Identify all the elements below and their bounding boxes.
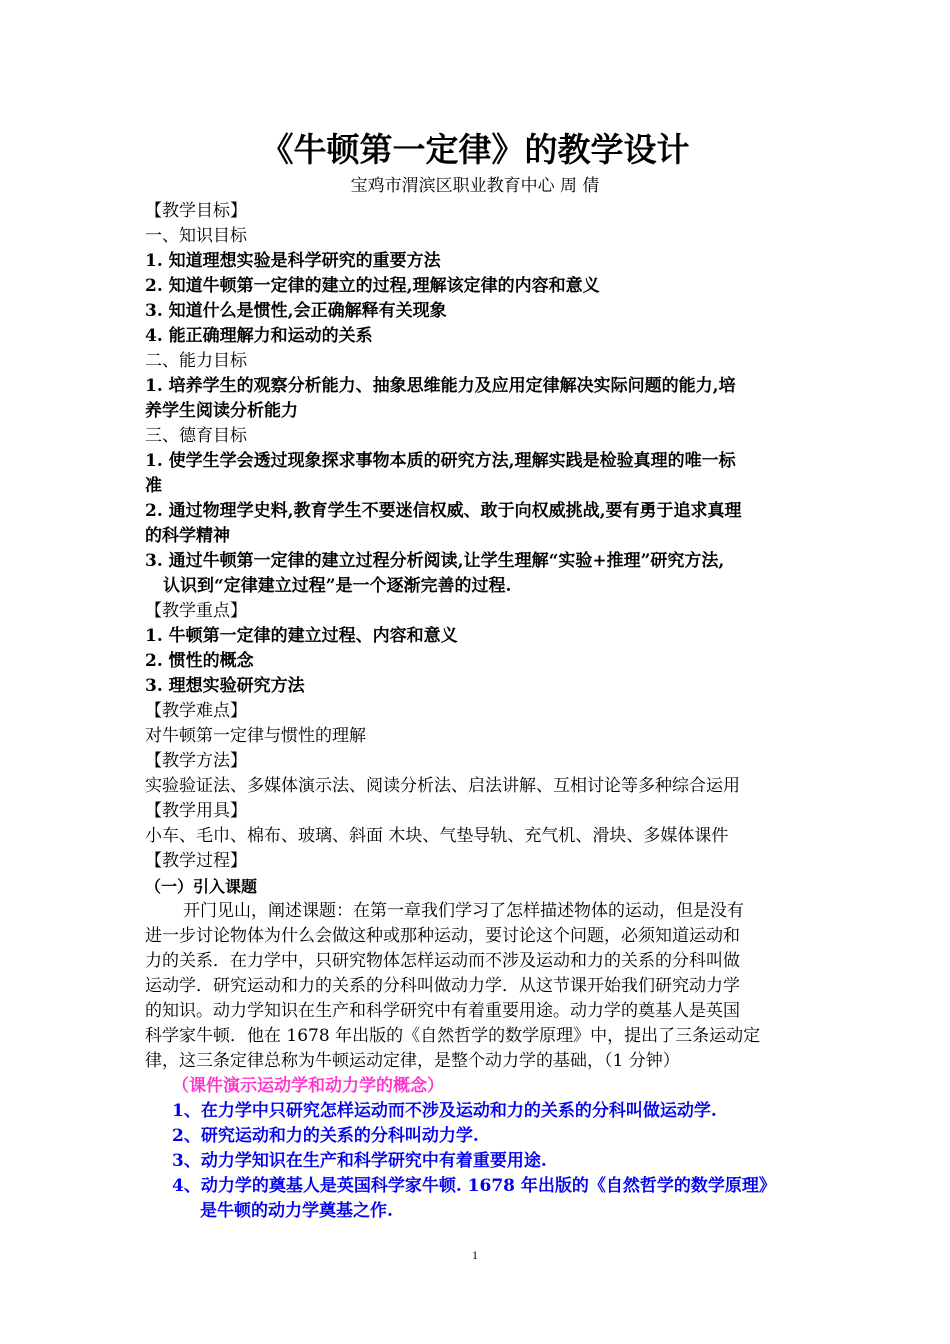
courseware-point: 2、研究运动和力的关系的分科叫动力学. (172, 1126, 479, 1146)
courseware-note: （课件演示运动学和动力学的概念） (172, 1076, 444, 1096)
list-item-continued: 准 (145, 476, 162, 496)
heading-process: 【教学过程】 (145, 851, 247, 871)
paragraph-line: 进一步讨论物体为什么会做这种或那种运动，要讨论这个问题，必须知道运动和 (145, 926, 740, 946)
page-number: 1 (472, 1248, 478, 1262)
paragraph-line: 科学家牛顿．他在 1678 年出版的《自然哲学的数学原理》中，提出了三条运动定 (145, 1026, 761, 1046)
heading-key-points: 【教学重点】 (145, 601, 247, 621)
paragraph-line: 开门见山，阐述课题：在第一章我们学习了怎样描述物体的运动，但是没有 (183, 901, 744, 921)
list-item: 1. 知道理想实验是科学研究的重要方法 (145, 251, 441, 271)
courseware-point: 4、动力学的奠基人是英国科学家牛顿. 1678 年出版的《自然哲学的数学原理》 (172, 1176, 776, 1196)
list-item-continued: 认识到“定律建立过程”是一个逐渐完善的过程. (163, 576, 512, 596)
list-item-continued: 的科学精神 (145, 526, 230, 546)
courseware-point: 1、在力学中只研究怎样运动而不涉及运动和力的关系的分科叫做运动学. (172, 1101, 717, 1121)
paragraph: 小车、毛巾、棉布、玻璃、斜面 木块、气垫导轨、充气机、滑块、多媒体课件 (145, 826, 729, 846)
list-item: 2. 通过物理学史料,教育学生不要迷信权威、敢于向权威挑战,要有勇于追求真理 (145, 501, 742, 521)
paragraph-line: 力的关系．在力学中，只研究物体怎样运动而不涉及运动和力的关系的分科叫做 (145, 951, 740, 971)
list-item: 3. 知道什么是惯性,会正确解释有关现象 (145, 301, 447, 321)
section-introduction: （一）引入课题 (145, 877, 258, 896)
list-item: 2. 知道牛顿第一定律的建立的过程,理解该定律的内容和意义 (145, 276, 600, 296)
list-item-continued: 养学生阅读分析能力 (145, 401, 298, 421)
paragraph-line: 律，这三条定律总称为牛顿运动定律，是整个动力学的基础，（1 分钟） (145, 1051, 680, 1071)
paragraph: 实验验证法、多媒体演示法、阅读分析法、启法讲解、互相讨论等多种综合运用 (145, 776, 740, 796)
heading-methods: 【教学方法】 (145, 751, 247, 771)
list-item: 1. 使学生学会透过现象探求事物本质的研究方法,理解实践是检验真理的唯一标 (145, 451, 736, 471)
author-line: 宝鸡市渭滨区职业教育中心 周 倩 (350, 176, 600, 196)
paragraph-line: 运动学．研究运动和力的关系的分科叫做动力学．从这节课开始我们研究动力学 (145, 976, 740, 996)
heading-difficulties: 【教学难点】 (145, 701, 247, 721)
courseware-point: 3、动力学知识在生产和科学研究中有着重要用途. (172, 1151, 547, 1171)
heading-tools: 【教学用具】 (145, 801, 247, 821)
document-title: 《牛顿第一定律》的教学设计 (260, 130, 690, 169)
courseware-point-continued: 是牛顿的动力学奠基之作. (200, 1201, 393, 1221)
list-item: 1. 牛顿第一定律的建立过程、内容和意义 (145, 626, 458, 646)
paragraph-line: 的知识。动力学知识在生产和科学研究中有着重要用途。动力学的奠基人是英国 (145, 1001, 740, 1021)
subheading-moral: 三、德育目标 (145, 426, 247, 446)
subheading-ability: 二、能力目标 (145, 351, 247, 371)
heading-objectives: 【教学目标】 (145, 201, 247, 221)
list-item: 1. 培养学生的观察分析能力、抽象思维能力及应用定律解决实际问题的能力,培 (145, 376, 736, 396)
subheading-knowledge: 一、知识目标 (145, 226, 247, 246)
list-item: 3. 通过牛顿第一定律的建立过程分析阅读,让学生理解“实验+推理”研究方法, (145, 551, 725, 571)
paragraph: 对牛顿第一定律与惯性的理解 (145, 726, 366, 746)
list-item: 4. 能正确理解力和运动的关系 (145, 326, 373, 346)
list-item: 3. 理想实验研究方法 (145, 676, 305, 696)
list-item: 2. 惯性的概念 (145, 651, 254, 671)
